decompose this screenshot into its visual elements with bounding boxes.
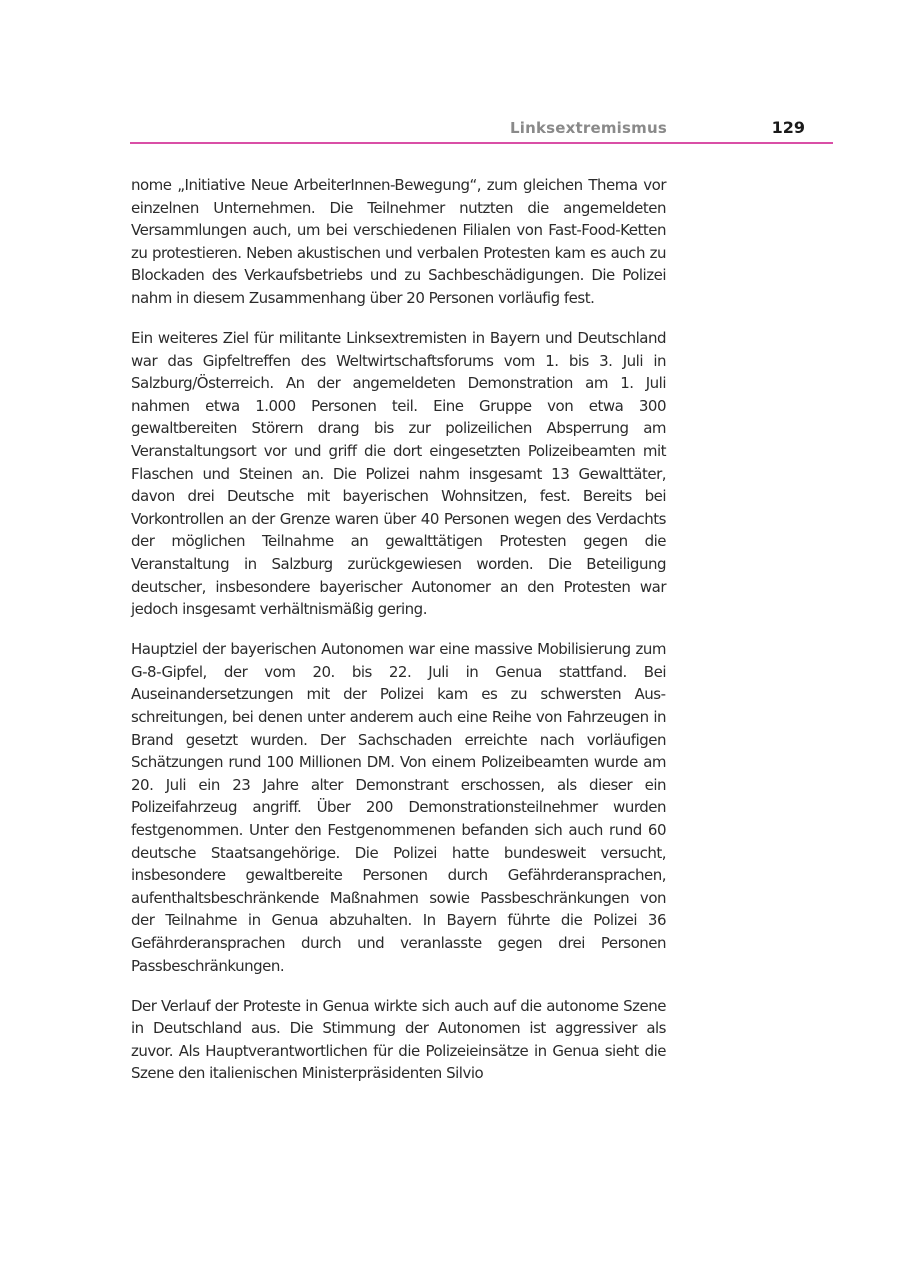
- body-text: [131, 174, 666, 1103]
- section-title: Linksextremismus: [509, 119, 667, 137]
- paragraph: nome „Initiative Neue ArbeiterInnen-Bewegung“, zum gleichen Thema vor einzelnen Unternehmen. Die Teilnehmer nutzten die angemeldeten Versammlungen auch, um bei verschiedenen Filialen von Fast-Food-Ketten zu protestieren. Neben akustischen und verbalen Protesten kam es auch zu Blockaden des Verkaufsbetriebs und zu Sachbeschädigungen. Die Polizei nahm in diesem Zusammenhang über 20 Personen vorläufig fest.: [131, 176, 666, 307]
- paragraph: Ein weiteres Ziel für militante Linksextremisten in Bayern und Deutschland war das Gipfeltreffen des Weltwirtschaftsforums vom 1. bis 3. Juli in Salzburg/Österreich. An der angemeldeten Demonstration am 1. Juli nahmen etwa 1.000 Personen teil. Eine Gruppe von etwa 300 gewaltbereiten Störern drang bis zur polizeilichen Absperrung am Veranstaltungsort vor und griff die dort eingesetzten Polizeibeamten mit Flaschen und Steinen an. Die Polizei nahm insgesamt 13 Gewalttäter, davon drei Deutsche mit bayerischen Wohnsitzen, fest. Bereits bei Vorkontrollen an der Grenze waren über 40 Personen wegen des Verdachts der möglichen Teilnahme an gewalttätigen Protesten gegen die Veranstaltung in Salzburg zurückgewiesen worden. Die Beteiligung deutscher, insbesondere bayerischer Autonomer an den Protesten war jedoch insgesamt verhältnismäßig gering.: [131, 329, 666, 619]
- paragraph: Hauptziel der bayerischen Autonomen war eine massive Mobilisierung zum G-8-Gipfel, der vom 20. bis 22. Juli in Genua stattfand. Bei Auseinandersetzungen mit der Polizei kam es zu schwersten Ausschreitungen, bei denen unter anderem auch eine Reihe von Fahrzeugen in Brand gesetzt wurden. Der Sachschaden erreichte nach vorläufigen Schätzungen rund 100 Millionen DM. Von einem Polizeibeamten wurde am 20. Juli ein 23 Jahre alter Demonstrant erschossen, als dieser ein Polizeifahrzeug angriff. Über 200 Demonstrationsteilnehmer wurden festgenommen. Unter den Festgenommenen befanden sich auch rund 60 deutsche Staatsangehörige. Die Polizei hatte bundesweit versucht, insbesondere gewaltbereite Personen durch Gefährderansprachen, aufenthaltsbeschränkende Maßnahmen sowie Passbeschränkungen von der Teilnahme in Genua abzuhalten. In Bayern führte die Polizei 36 Gefährderansprachen durch und veranlasste gegen drei Personen Passbeschränkungen.: [131, 640, 666, 975]
- running-header: [130, 112, 833, 144]
- paragraph: Der Verlauf der Proteste in Genua wirkte sich auch auf die autonome Szene in Deutschland aus. Die Stimmung der Autonomen ist aggressiver als zuvor. Als Hauptverantwortlichen für die Polizeieinsätze in Genua sieht die Szene den italienischen Ministerpräsidenten Silvio: [131, 996, 666, 1083]
- page-number: 129: [771, 118, 805, 137]
